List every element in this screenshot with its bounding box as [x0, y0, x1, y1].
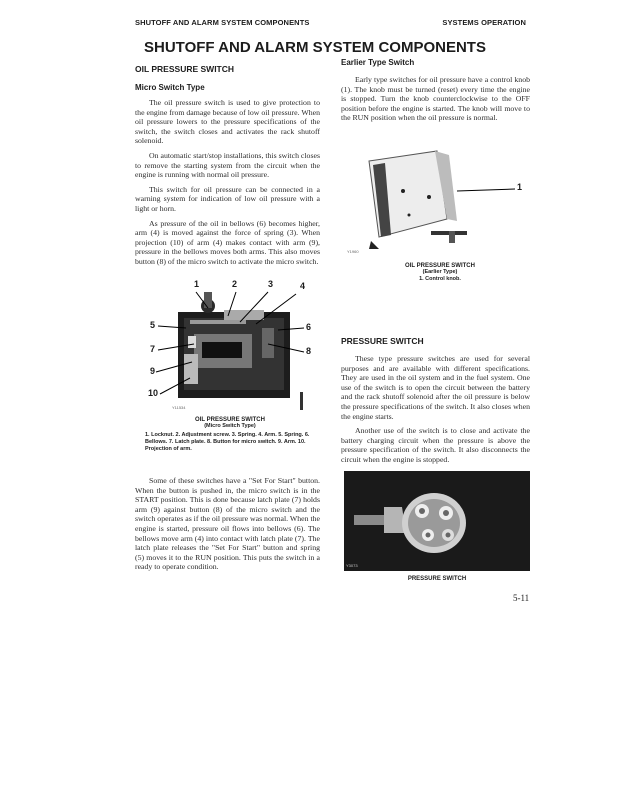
figure-caption-micro-switch: [145, 417, 315, 452]
callout-7: 7: [150, 344, 156, 354]
figure-tag: Y1960: [347, 249, 359, 254]
caption-title: OIL PRESSURE SWITCH: [405, 263, 475, 269]
caption-subtitle: (Micro Switch Type): [204, 423, 256, 429]
paragraph: The oil pressure switch is used to give protection to the engine from damage because of low oil pressure. When oil pressure lowers to the pressure specifications of the switch, the switch closes and activates the rack shutoff solenoid.: [135, 98, 320, 146]
paragraph: On automatic start/stop installations, this switch closes to remove the starting system from the circuit when the engine is running with normal oil pressure.: [135, 150, 320, 180]
callout-2: 2: [232, 279, 238, 289]
section-heading-oil-pressure-switch: OIL PRESSURE SWITCH: [135, 64, 235, 74]
figure-micro-switch: [148, 279, 320, 412]
paragraph: As pressure of the oil in bellows (6) becomes higher, arm (4) is moved against the force of spring (3). When projection (10) of arm (4) makes contact with arm (9), pressure in the bellows moves both arms. This also moves button (8) of the micro switch to activate the micro switch.: [135, 218, 320, 266]
callout-1: 1: [194, 279, 200, 289]
callout-10: 10: [148, 388, 159, 398]
running-header-right: SYSTEMS OPERATION: [442, 18, 526, 27]
callout-3: 3: [268, 279, 274, 289]
caption-title: OIL PRESSURE SWITCH: [195, 417, 265, 423]
callout-5: 5: [150, 320, 156, 330]
paragraph: Early type switches for oil pressure have a control knob (1). The knob must be turned (reset) every time the engine is stopped. Turn the knob counterclockwise to the OFF position before the engine is started. The knob will move to the RUN position when the oil pressure is normal.: [341, 75, 530, 123]
page-title: SHUTOFF AND ALARM SYSTEM COMPONENTS: [144, 39, 486, 56]
right-column-bottom: [341, 336, 530, 465]
micro-switch-photo: [150, 282, 320, 412]
figure-pressure-switch: [344, 471, 530, 571]
left-column: [135, 64, 320, 267]
paragraph: This switch for oil pressure can be connected in a warning system for indication of low oil pressure with a light or horn.: [135, 184, 320, 213]
callout-4: 4: [300, 281, 306, 291]
subheading-micro-switch-type: Micro Switch Type: [135, 83, 205, 92]
paragraph: These type pressure switches are used for several purposes and are available with different specifications. They are used in the oil system and in the fuel system. One use of the switch is to open the circuit between the battery and the rack shutoff solenoid after the oil pressure is below the pressure specifications of the switch. It also closes when the engine starts.: [341, 354, 530, 421]
running-header-left: SHUTOFF AND ALARM SYSTEM COMPONENTS: [135, 18, 310, 27]
callout-8: 8: [306, 346, 312, 356]
figure-earlier-type-switch: [345, 145, 525, 257]
section-heading-pressure-switch: PRESSURE SWITCH: [341, 336, 424, 346]
paragraph: Another use of the switch is to close and activate the battery charging circuit when the pressure is above the pressure specification of the switch. It also disconnects the circuit when the engine is stopped.: [341, 426, 530, 464]
paragraph-set-for-start: Some of these switches have a "Set For Start" button. When the button is pushed in, the micro switch is in the START position. This is done because latch plate (7) holds arm (9) against button (8) of the micro switch and the switch operates as if the oil pressure was normal. When the engine is started, pressure oil flows into bellows (6). The bellows move arm (4) into contact with latch plate (7). The latch plate releases the "Set For Start" button and spring (5) moves it to the RUN position. This puts the switch in a ready to operate condition.: [135, 476, 320, 572]
figure-tag: Y11534: [172, 405, 186, 410]
caption-subtitle: (Earlier Type): [422, 269, 458, 275]
pressure-switch-photo: [344, 471, 530, 571]
right-column-top: [341, 58, 530, 123]
figure-tag: Y3073: [346, 563, 358, 568]
caption-legend: 1. Control knob.: [419, 276, 461, 282]
heading-earlier-type-switch: Earlier Type Switch: [341, 58, 415, 67]
callout-9: 9: [150, 366, 156, 376]
earlier-switch-photo: [345, 145, 525, 257]
callout-6: 6: [306, 322, 312, 332]
figure-caption-pressure-switch: PRESSURE SWITCH: [407, 576, 467, 582]
callout-1: 1: [517, 182, 523, 192]
figure-caption-earlier-type: [390, 263, 490, 283]
page-number: 5-11: [513, 593, 530, 603]
caption-legend: 1. Locknut. 2. Adjustment screw. 3. Spring. 4. Arm. 5. Spring. 6. Bellows. 7. Latch plate. 8. Button for micro switch. 9. Arm. 10. Projection of arm.: [145, 432, 310, 452]
